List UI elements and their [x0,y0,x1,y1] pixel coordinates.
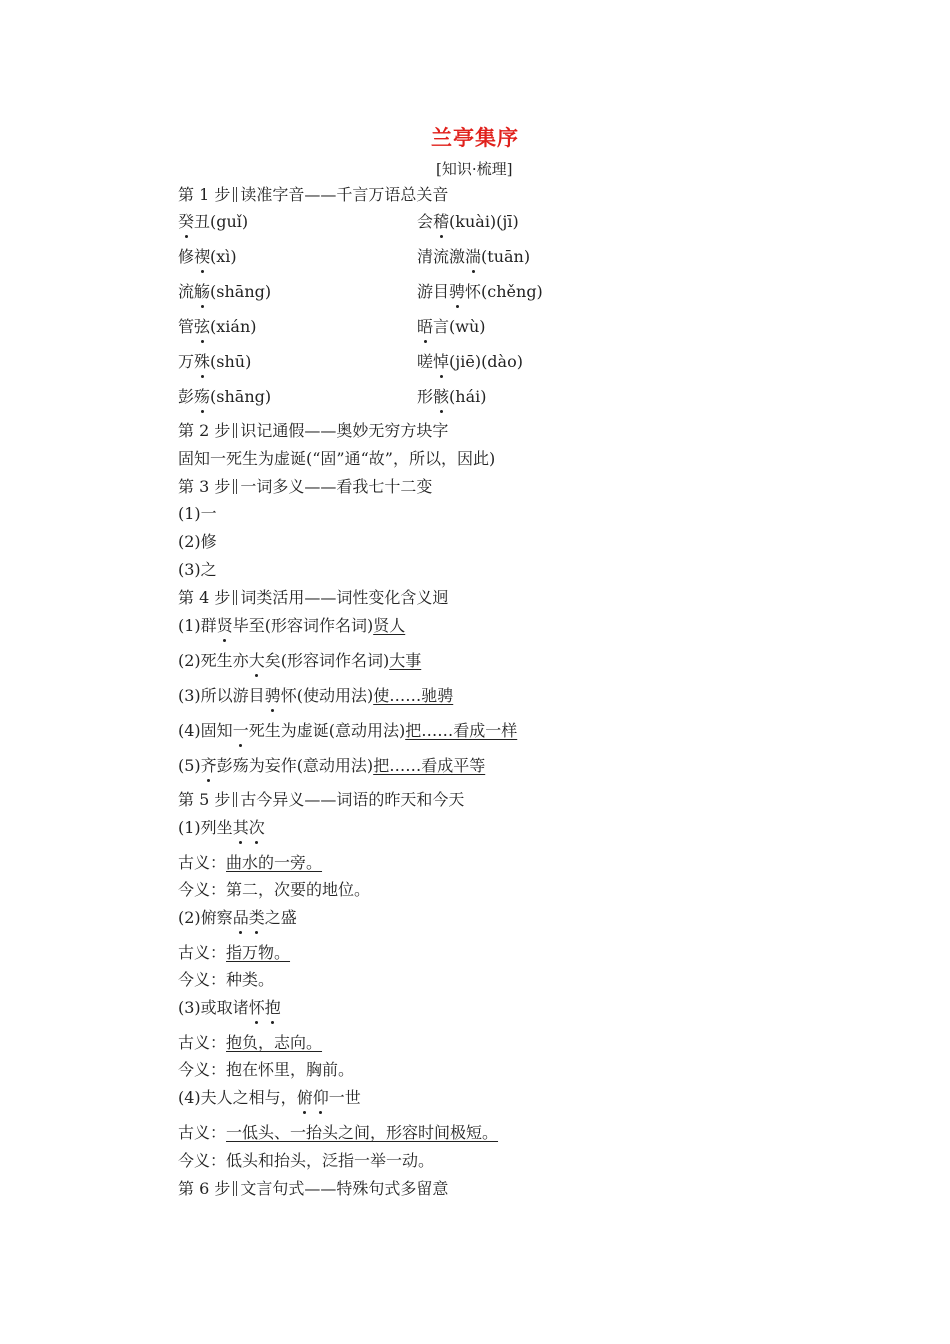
pron-left-5 [178,351,251,373]
emphasis-dotted-char: 抱 [264,998,281,1017]
text-fragment [233,908,265,927]
step1-heading: 读准字音——千言万语总关音 [240,185,449,204]
step5-gu-2 [178,942,290,964]
text-fragment: 修 [178,247,195,266]
step2-line: 固知一死生为虚诞(“固”通“故”，所以，因此) [178,449,496,468]
text-fragment: 言(wù) [433,317,486,336]
text-fragment: 稽 [433,212,450,231]
text-fragment: 指万物。 [226,943,291,962]
step-divider [233,187,237,202]
text-fragment: 一低头、一抬头之间，形容时间极短。 [226,1123,499,1142]
step4-item-5 [178,755,485,777]
text-fragment: (xián) [210,317,257,336]
text-fragment: 古义： [178,943,227,962]
text-fragment: (shāng) [210,282,272,301]
text-fragment: 怀(chěng) [465,282,543,301]
step1-heading-line [178,184,448,206]
text-fragment: 清流激 [417,247,466,266]
step3-heading-line [178,476,432,498]
step4-label: 第 4 步 [178,588,231,607]
pron-left-1 [178,211,248,233]
step2-heading: 识记通假——奥妙无穷方块字 [240,421,449,440]
text-fragment: 群 [200,616,217,635]
step3-item-3: (3)之 [178,560,217,579]
pron-right-6 [417,386,486,408]
step4-item-4 [178,720,517,742]
step-divider [233,1181,237,1196]
step5-jin-2 [178,969,274,991]
text-fragment: 列坐 [200,818,233,837]
answer: 大事 [389,651,422,670]
text-fragment: 古义： [178,1033,227,1052]
text-fragment: 俯察 [200,908,233,927]
step3-heading: 一词多义——看我七十二变 [240,477,433,496]
text-fragment: 古义： [178,1123,227,1142]
step5-item-3 [178,997,281,1019]
step4-item-3 [178,685,453,707]
text-fragment: 低头和抬头，泛指一举一动。 [226,1151,435,1170]
text-fragment: 管 [178,317,195,336]
step6-label: 第 6 步 [178,1179,231,1198]
text-fragment: 死生亦 [200,651,249,670]
text-fragment: (1) [178,818,201,837]
text-fragment: 怀(使动用法) [280,686,374,705]
text-fragment [297,1088,329,1107]
pron-left-6 [178,386,271,408]
text-fragment: 流 [178,282,195,301]
text-fragment: (3) [178,998,201,1017]
step2-label: 第 2 步 [178,421,231,440]
step4-heading-line [178,587,448,609]
text-fragment: 今义： [178,880,227,899]
text-fragment: 禊 [194,247,211,266]
text-fragment: 大 [248,651,265,670]
document-title: 兰亭集序 [431,125,519,150]
answer: 贤人 [373,616,406,635]
pron-right-2 [417,246,530,268]
text-fragment: 一 [232,721,249,740]
pron-left-4 [178,316,257,338]
step3-item-1: (1)一 [178,504,217,523]
text-fragment: 贤 [216,616,233,635]
step4-heading: 词类活用——词性变化含义迥 [240,588,449,607]
emphasis-dotted-char: 类 [248,908,265,927]
text-fragment: 殇 [194,387,211,406]
text-fragment: 万 [178,352,195,371]
text-fragment: 固知 [200,721,233,740]
step5-heading: 古今异义——词语的昨天和今天 [240,790,465,809]
text-fragment: (4) [178,721,201,740]
text-fragment: 彭 [178,387,195,406]
text-fragment: 嗟 [417,352,434,371]
text-fragment: 骋 [449,282,466,301]
pron-right-4 [417,316,486,338]
step5-jin-1 [178,879,370,901]
text-fragment: 游目 [417,282,450,301]
text-fragment: 抱在怀里，胸前。 [226,1060,355,1079]
answer: 把……看成平等 [373,756,486,775]
text-fragment: 殊 [194,352,211,371]
text-fragment: 夫人之相与， [200,1088,297,1107]
text-fragment: (4) [178,1088,201,1107]
text-fragment: 矣(形容词作名词) [264,651,390,670]
text-fragment: (2) [178,651,201,670]
step5-gu-3 [178,1032,322,1054]
text-fragment: 一世 [328,1088,361,1107]
step5-jin-4 [178,1150,434,1172]
step-divider [233,479,237,494]
pron-right-5 [417,351,523,373]
answer: 使……驰骋 [373,686,454,705]
text-fragment: 骸 [433,387,450,406]
text-fragment [233,818,265,837]
text-fragment: 今义： [178,970,227,989]
text-fragment: (tuān) [481,247,531,266]
text-fragment: 古义： [178,853,227,872]
text-fragment: (jiē)(dào) [449,352,523,371]
text-fragment: (3) [178,686,201,705]
step5-item-1 [178,817,265,839]
text-fragment: (xì) [210,247,237,266]
text-fragment: 形 [417,387,434,406]
step1-label: 第 1 步 [178,185,231,204]
step5-label: 第 5 步 [178,790,231,809]
text-fragment: 会 [417,212,434,231]
step3-label: 第 3 步 [178,477,231,496]
step5-heading-line [178,789,464,811]
text-fragment: 今义： [178,1060,227,1079]
step3-item-2: (2)修 [178,532,217,551]
text-fragment: 曲水的一旁。 [226,853,323,872]
step5-jin-3 [178,1059,354,1081]
text-fragment: (5) [178,756,201,775]
text-fragment: (hái) [449,387,487,406]
step6-heading-line [178,1178,448,1200]
pron-right-3 [417,281,543,303]
text-fragment: 第二，次要的地位。 [226,880,371,899]
text-fragment: 彭殇为妄作(意动用法) [216,756,374,775]
text-fragment: (kuài)(jī) [449,212,519,231]
step-divider [233,590,237,605]
step5-gu-4 [178,1122,498,1144]
step5-item-2 [178,907,297,929]
text-fragment: (shū) [210,352,252,371]
text-fragment: 湍 [465,247,482,266]
text-fragment: 或取诸 [200,998,249,1017]
emphasis-dotted-char: 品 [232,908,249,927]
emphasis-dotted-char: 仰 [312,1088,329,1107]
pron-right-1 [417,211,519,233]
step4-item-2 [178,650,421,672]
text-fragment: (1) [178,616,201,635]
text-fragment: 骋 [264,686,281,705]
text-fragment: (2) [178,908,201,927]
section-tag: [知识·梳理] [436,160,513,178]
text-fragment: 弦 [194,317,211,336]
step6-heading: 文言句式——特殊句式多留意 [240,1179,449,1198]
text-fragment: 觞 [194,282,211,301]
emphasis-dotted-char: 其 [232,818,249,837]
text-fragment: 今义： [178,1151,227,1170]
emphasis-dotted-char: 俯 [296,1088,313,1107]
answer: 把……看成一样 [405,721,518,740]
step4-item-1 [178,615,405,637]
text-fragment: (shāng) [210,387,272,406]
step5-item-4 [178,1087,361,1109]
pron-left-2 [178,246,237,268]
step-divider [233,423,237,438]
text-fragment: 晤 [417,317,434,336]
text-fragment: 齐 [200,756,217,775]
text-fragment: 死生为虚诞(意动用法) [248,721,406,740]
text-fragment: 毕至(形容词作名词) [232,616,374,635]
text-fragment: 丑(guǐ) [194,212,249,231]
pron-left-3 [178,281,271,303]
text-fragment: 悼 [433,352,450,371]
step-divider [233,792,237,807]
step5-gu-1 [178,852,322,874]
step2-heading-line [178,420,448,442]
emphasis-dotted-char: 次 [248,818,265,837]
text-fragment: 之盛 [264,908,297,927]
emphasis-dotted-char: 怀 [248,998,265,1017]
text-fragment: 癸 [178,212,195,231]
text-fragment: 种类。 [226,970,275,989]
text-fragment: 所以游目 [200,686,265,705]
text-fragment: 抱负，志向。 [226,1033,323,1052]
text-fragment [249,998,281,1017]
